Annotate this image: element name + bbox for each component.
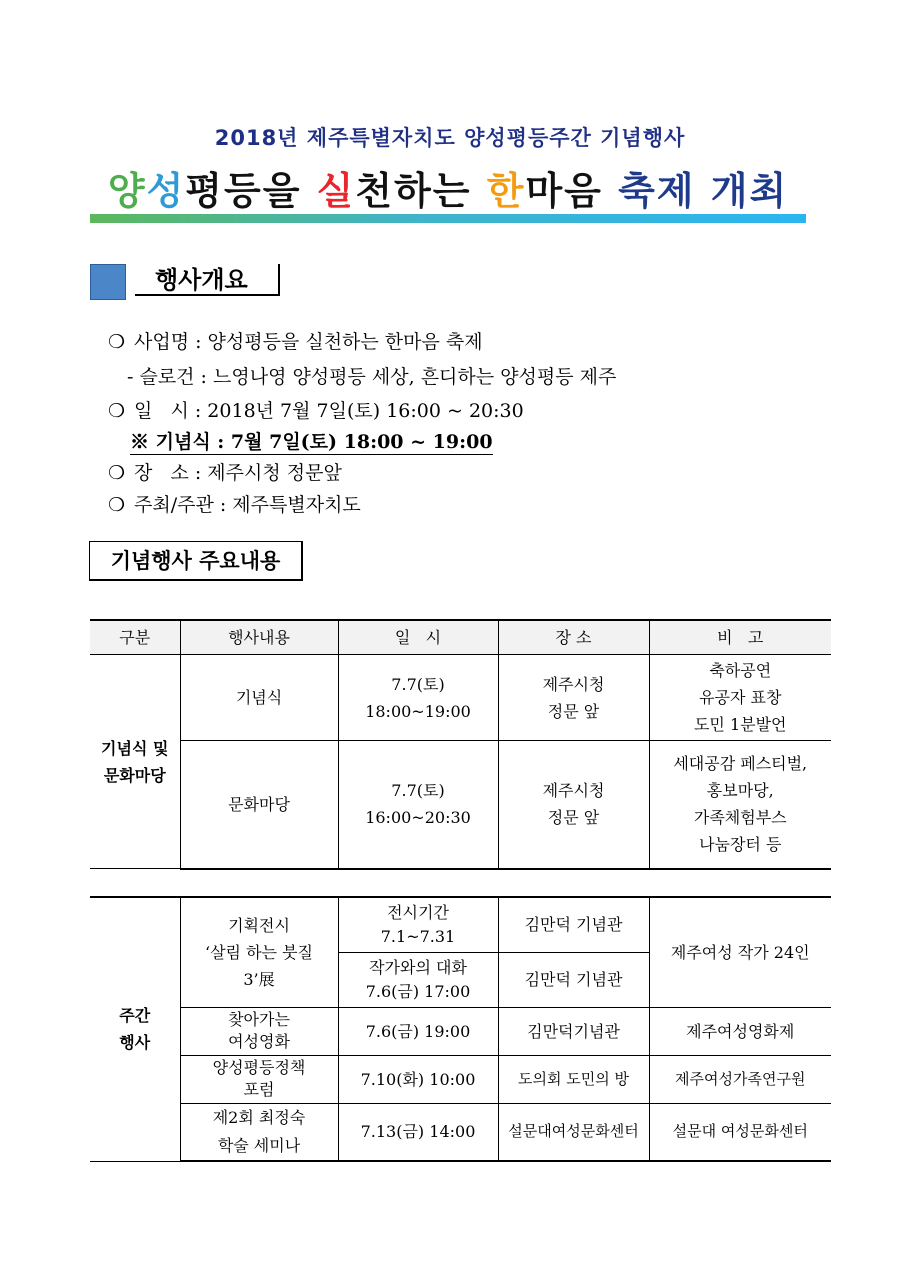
content-cell: 찾아가는 여성영화: [180, 1007, 338, 1055]
overview-item-place: ❍ 장 소 : 제주시청 정문앞: [108, 462, 342, 484]
date-cell: 전시기간 7.1~7.31: [338, 897, 498, 952]
bullet-circle-icon: ❍: [108, 400, 126, 422]
main-events-table: [90, 619, 831, 870]
note-cell: 설문대 여성문화센터: [649, 1103, 831, 1161]
section-heading-overview: 행사개요: [135, 264, 280, 296]
date-cell: 7.10(화) 10:00: [338, 1055, 498, 1103]
title-part: 성: [146, 169, 186, 213]
table-row: [90, 1103, 831, 1161]
title-part: 양: [107, 169, 147, 213]
title-part: 마음: [525, 169, 619, 213]
title-underline-bar: [90, 214, 806, 223]
place-cell: 설문대여성문화센터: [498, 1103, 649, 1161]
column-header: 장 소: [498, 620, 649, 655]
group-cell: 주간 행사: [90, 897, 180, 1161]
content-cell: 제2회 최정숙 학술 세미나: [180, 1103, 338, 1161]
content-cell: 문화마당: [180, 741, 338, 869]
place-cell: 제주시청 정문 앞: [498, 741, 649, 869]
table-row: [90, 1055, 831, 1103]
note-cell: 세대공감 페스티벌, 홍보마당, 가족체험부스 나눔장터 등: [649, 741, 831, 869]
event-subtitle: 2018년 제주특별자치도 양성평등주간 기념행사: [214, 126, 686, 150]
place-cell: 제주시청 정문 앞: [498, 655, 649, 741]
overview-item-datetime: ❍ 일 시 : 2018년 7월 7일(토) 16:00 ~ 20:30: [108, 400, 524, 422]
note-cell: 제주여성영화제: [649, 1007, 831, 1055]
content-cell: 기획전시 ‘살림 하는 붓질 3’展: [180, 897, 338, 1007]
main-title: [90, 160, 806, 215]
column-header: 구분: [90, 620, 180, 655]
overview-item-name: ❍ 사업명 : 양성평등을 실천하는 한마음 축제: [108, 331, 483, 353]
date-cell: 작가와의 대화 7.6(금) 17:00: [338, 952, 498, 1007]
title-part: 축제 개최: [618, 169, 789, 213]
section-heading-main-events: 기념행사 주요내용: [89, 541, 303, 581]
place-cell: 김만덕 기념관: [498, 897, 649, 952]
date-cell: 7.7(토) 16:00~20:30: [338, 741, 498, 869]
group-cell: 기념식 및 문화마당: [90, 655, 180, 869]
content-cell: 양성평등정책 포럼: [180, 1055, 338, 1103]
date-cell: 7.13(금) 14:00: [338, 1103, 498, 1161]
table-header-row: [90, 620, 831, 655]
date-cell: 7.7(토) 18:00~19:00: [338, 655, 498, 741]
title-part: 천하는: [355, 169, 487, 213]
section-marker-square: [90, 264, 126, 300]
place-cell: 김만덕 기념관: [498, 952, 649, 1007]
title-part: 한: [486, 169, 526, 213]
place-cell: 김만덕기념관: [498, 1007, 649, 1055]
date-cell: 7.6(금) 19:00: [338, 1007, 498, 1055]
bullet-circle-icon: ❍: [108, 494, 126, 516]
title-part: 실: [316, 169, 356, 213]
title-part: 평등을: [185, 169, 317, 213]
table-row: [90, 1007, 831, 1055]
column-header: 행사내용: [180, 620, 338, 655]
content-cell: 기념식: [180, 655, 338, 741]
note-cell: 제주여성 작가 24인: [649, 897, 831, 1007]
table-row: [90, 897, 831, 952]
bullet-circle-icon: ❍: [108, 462, 126, 484]
table-row: [90, 655, 831, 741]
overview-item-host: ❍ 주최/주관 : 제주특별자치도: [108, 494, 361, 516]
overview-item-ceremony-note: ※ 기념식 : 7월 7일(토) 18:00 ~ 19:00: [130, 431, 493, 453]
column-header: 비 고: [649, 620, 831, 655]
overview-item-slogan: - 슬로건 : 느영나영 양성평등 세상, 흔디하는 양성평등 제주: [127, 366, 617, 388]
column-header: 일 시: [338, 620, 498, 655]
table-row: [90, 741, 831, 869]
note-cell: 제주여성가족연구원: [649, 1055, 831, 1103]
note-cell: 축하공연 유공자 표창 도민 1분발언: [649, 655, 831, 741]
place-cell: 도의회 도민의 방: [498, 1055, 649, 1103]
weekly-events-table: [90, 896, 831, 1162]
bullet-circle-icon: ❍: [108, 331, 126, 353]
